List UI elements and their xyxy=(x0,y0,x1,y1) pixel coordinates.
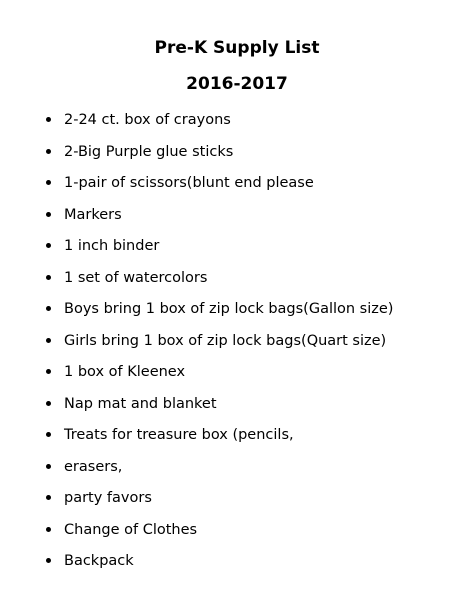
bullet-icon xyxy=(46,558,51,563)
list-item xyxy=(46,138,466,170)
list-item-text: Nap mat and blanket xyxy=(64,395,217,412)
bullet-icon xyxy=(46,401,51,406)
list-item xyxy=(46,421,466,453)
list-item xyxy=(46,169,466,201)
list-item xyxy=(46,295,466,327)
list-item-text: Change of Clothes xyxy=(64,521,198,538)
bullet-icon xyxy=(46,243,51,248)
list-item-text: 1 set of watercolors xyxy=(64,269,208,286)
list-item xyxy=(46,516,466,548)
bullet-icon xyxy=(46,369,51,374)
document-title: Pre-K Supply List xyxy=(154,38,320,58)
bullet-icon xyxy=(46,117,51,122)
list-item-text: 2-24 ct. box of crayons xyxy=(64,112,231,128)
list-item xyxy=(46,106,466,138)
list-item-text: 1 inch binder xyxy=(64,238,160,254)
bullet-icon xyxy=(46,306,51,311)
bullet-icon xyxy=(46,275,51,280)
list-item-text: party favors xyxy=(64,490,152,506)
bullet-icon xyxy=(46,180,51,185)
list-item xyxy=(46,390,466,422)
list-item xyxy=(46,547,466,579)
bullet-icon xyxy=(46,338,51,343)
list-item-text: Girls bring 1 box of zip lock bags(Quart size) xyxy=(64,332,387,349)
bullet-icon xyxy=(46,212,51,217)
list-item xyxy=(46,264,466,296)
bullet-icon xyxy=(46,464,51,469)
bullet-icon xyxy=(46,527,51,532)
list-item xyxy=(46,358,466,390)
list-item-text: Boys bring 1 box of zip lock bags(Gallon size) xyxy=(64,301,394,317)
list-item-text: Markers xyxy=(64,206,122,223)
list-item xyxy=(46,201,466,233)
list-item-text: erasers, xyxy=(64,458,123,475)
list-item-text: Treats for treasure box (pencils, xyxy=(64,427,294,443)
list-item xyxy=(46,327,466,359)
bullet-icon xyxy=(46,495,51,500)
list-item-text: Backpack xyxy=(64,553,134,569)
supply-list xyxy=(46,106,466,579)
list-item-text: 2-Big Purple glue sticks xyxy=(64,143,234,160)
list-item-text: 1 box of Kleenex xyxy=(64,364,186,380)
bullet-icon xyxy=(46,432,51,437)
document-subtitle: 2016-2017 xyxy=(186,74,288,94)
list-item xyxy=(46,232,466,264)
list-item xyxy=(46,453,466,485)
bullet-icon xyxy=(46,149,51,154)
list-item-text: 1-pair of scissors(blunt end please xyxy=(64,175,314,191)
list-item xyxy=(46,484,466,516)
